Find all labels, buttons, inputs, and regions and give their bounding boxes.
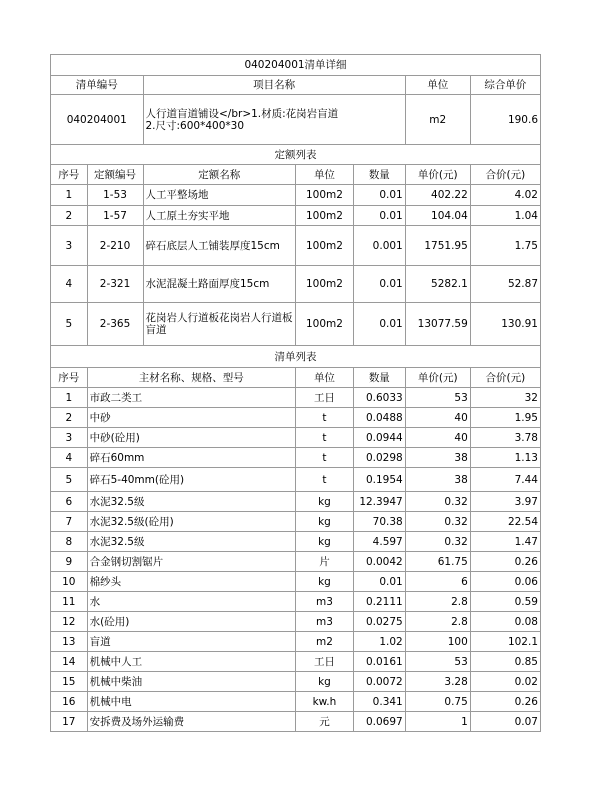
material-name: 盲道	[87, 632, 295, 652]
material-name: 水泥32.5级	[87, 492, 295, 512]
material-total: 0.02	[470, 672, 540, 692]
material-no: 10	[51, 572, 88, 592]
material-price: 0.75	[405, 692, 470, 712]
material-price: 2.8	[405, 612, 470, 632]
material-row	[51, 692, 541, 712]
quota-no: 3	[51, 226, 88, 266]
quota-header-total: 合价(元)	[470, 165, 540, 185]
quota-row	[51, 266, 541, 303]
material-no: 8	[51, 532, 88, 552]
material-total: 32	[470, 388, 540, 408]
material-unit: kg	[295, 672, 353, 692]
quota-unit: 100m2	[295, 303, 353, 346]
material-price: 0.32	[405, 532, 470, 552]
quota-price: 104.04	[405, 206, 470, 226]
material-name: 碎石5-40mm(砼用)	[87, 468, 295, 492]
material-row	[51, 592, 541, 612]
quota-no: 2	[51, 206, 88, 226]
material-qty: 0.2111	[353, 592, 405, 612]
material-row	[51, 632, 541, 652]
material-unit: t	[295, 428, 353, 448]
material-qty: 0.0298	[353, 448, 405, 468]
material-no: 6	[51, 492, 88, 512]
material-unit: kw.h	[295, 692, 353, 712]
material-price: 40	[405, 408, 470, 428]
material-qty: 0.0042	[353, 552, 405, 572]
material-header-row	[51, 368, 541, 388]
material-row	[51, 572, 541, 592]
material-qty: 0.341	[353, 692, 405, 712]
table-body	[51, 55, 541, 732]
material-total: 3.78	[470, 428, 540, 448]
material-total: 102.1	[470, 632, 540, 652]
quota-name: 碎石底层人工铺装厚度15cm	[143, 226, 295, 266]
quota-header-row	[51, 165, 541, 185]
material-no: 5	[51, 468, 88, 492]
quota-unit: 100m2	[295, 266, 353, 303]
material-no: 1	[51, 388, 88, 408]
quota-header-qty: 数量	[353, 165, 405, 185]
material-unit: 片	[295, 552, 353, 572]
material-unit: m2	[295, 632, 353, 652]
material-qty: 4.597	[353, 532, 405, 552]
material-no: 17	[51, 712, 88, 732]
material-unit: kg	[295, 572, 353, 592]
material-section-row	[51, 346, 541, 368]
material-row	[51, 612, 541, 632]
quota-header-unit: 单位	[295, 165, 353, 185]
quota-price: 13077.59	[405, 303, 470, 346]
quota-section-row	[51, 145, 541, 165]
quota-code: 2-321	[87, 266, 143, 303]
list-item-code: 040204001	[51, 95, 144, 145]
material-total: 1.47	[470, 532, 540, 552]
material-unit: t	[295, 468, 353, 492]
material-total: 0.07	[470, 712, 540, 732]
material-name: 水泥32.5级	[87, 532, 295, 552]
quota-unit: 100m2	[295, 206, 353, 226]
material-total: 3.97	[470, 492, 540, 512]
quota-name: 花岗岩人行道板花岗岩人行道板盲道	[143, 303, 295, 346]
material-section-title: 清单列表	[51, 346, 541, 368]
material-unit: 工日	[295, 652, 353, 672]
material-no: 16	[51, 692, 88, 712]
quota-row	[51, 303, 541, 346]
list-code-header: 清单编号	[51, 76, 144, 95]
quota-header-name: 定额名称	[143, 165, 295, 185]
material-no: 2	[51, 408, 88, 428]
material-row	[51, 428, 541, 448]
material-name: 安拆费及场外运输费	[87, 712, 295, 732]
material-unit: t	[295, 408, 353, 428]
quota-name: 人工平整场地	[143, 185, 295, 206]
material-name: 中砂	[87, 408, 295, 428]
quota-price: 402.22	[405, 185, 470, 206]
quota-row	[51, 206, 541, 226]
material-total: 0.85	[470, 652, 540, 672]
list-item-name: 人行道盲道铺设</br>1.材质:花岗岩盲道 2.尺寸:600*400*30	[143, 95, 405, 145]
material-total: 0.26	[470, 552, 540, 572]
quota-price: 1751.95	[405, 226, 470, 266]
material-no: 4	[51, 448, 88, 468]
material-price: 38	[405, 448, 470, 468]
material-total: 7.44	[470, 468, 540, 492]
list-item-price: 190.6	[470, 95, 540, 145]
material-no: 15	[51, 672, 88, 692]
material-price: 3.28	[405, 672, 470, 692]
list-price-header: 综合单价	[470, 76, 540, 95]
material-qty: 0.0275	[353, 612, 405, 632]
quota-name: 人工原土夯实平地	[143, 206, 295, 226]
quota-qty: 0.01	[353, 266, 405, 303]
material-name: 中砂(砼用)	[87, 428, 295, 448]
title-row	[51, 55, 541, 76]
quota-header-price: 单价(元)	[405, 165, 470, 185]
material-unit: 元	[295, 712, 353, 732]
quota-code: 1-53	[87, 185, 143, 206]
material-unit: kg	[295, 532, 353, 552]
material-qty: 0.0161	[353, 652, 405, 672]
list-header-row	[51, 76, 541, 95]
material-row	[51, 468, 541, 492]
material-row	[51, 492, 541, 512]
material-price: 38	[405, 468, 470, 492]
material-header-no: 序号	[51, 368, 88, 388]
material-total: 0.08	[470, 612, 540, 632]
material-qty: 0.1954	[353, 468, 405, 492]
material-row	[51, 712, 541, 732]
material-no: 14	[51, 652, 88, 672]
material-unit: kg	[295, 512, 353, 532]
material-unit: 工日	[295, 388, 353, 408]
material-qty: 0.01	[353, 572, 405, 592]
quota-row	[51, 185, 541, 206]
quota-unit: 100m2	[295, 226, 353, 266]
material-name: 机械中电	[87, 692, 295, 712]
material-unit: m3	[295, 592, 353, 612]
material-name: 市政二类工	[87, 388, 295, 408]
material-price: 0.32	[405, 512, 470, 532]
material-header-price: 单价(元)	[405, 368, 470, 388]
material-row	[51, 652, 541, 672]
quota-qty: 0.01	[353, 185, 405, 206]
quota-no: 4	[51, 266, 88, 303]
material-price: 100	[405, 632, 470, 652]
quota-qty: 0.01	[353, 303, 405, 346]
material-name: 机械中柴油	[87, 672, 295, 692]
material-price: 0.32	[405, 492, 470, 512]
material-price: 61.75	[405, 552, 470, 572]
material-unit: kg	[295, 492, 353, 512]
quota-code: 2-365	[87, 303, 143, 346]
material-header-total: 合价(元)	[470, 368, 540, 388]
quota-header-code: 定额编号	[87, 165, 143, 185]
material-no: 11	[51, 592, 88, 612]
quota-name: 水泥混凝土路面厚度15cm	[143, 266, 295, 303]
quota-section-title: 定额列表	[51, 145, 541, 165]
quota-row	[51, 226, 541, 266]
quota-no: 1	[51, 185, 88, 206]
material-name: 水泥32.5级(砼用)	[87, 512, 295, 532]
material-name: 机械中人工	[87, 652, 295, 672]
quota-total: 52.87	[470, 266, 540, 303]
quota-code: 2-210	[87, 226, 143, 266]
quota-unit: 100m2	[295, 185, 353, 206]
material-price: 53	[405, 388, 470, 408]
material-qty: 0.0072	[353, 672, 405, 692]
material-total: 0.06	[470, 572, 540, 592]
material-total: 0.26	[470, 692, 540, 712]
quota-total: 1.04	[470, 206, 540, 226]
quota-qty: 0.001	[353, 226, 405, 266]
material-row	[51, 512, 541, 532]
material-header-qty: 数量	[353, 368, 405, 388]
material-qty: 0.0944	[353, 428, 405, 448]
quota-total: 1.75	[470, 226, 540, 266]
material-no: 9	[51, 552, 88, 572]
material-header-name: 主材名称、规格、型号	[87, 368, 295, 388]
material-qty: 0.0488	[353, 408, 405, 428]
quota-total: 4.02	[470, 185, 540, 206]
material-total: 1.95	[470, 408, 540, 428]
quota-no: 5	[51, 303, 88, 346]
list-item-row	[51, 95, 541, 145]
material-price: 53	[405, 652, 470, 672]
bill-detail-table	[50, 54, 541, 732]
material-qty: 1.02	[353, 632, 405, 652]
material-qty: 0.0697	[353, 712, 405, 732]
material-qty: 12.3947	[353, 492, 405, 512]
material-qty: 70.38	[353, 512, 405, 532]
material-name: 合金钢切割锯片	[87, 552, 295, 572]
material-total: 1.13	[470, 448, 540, 468]
material-row	[51, 408, 541, 428]
quota-total: 130.91	[470, 303, 540, 346]
material-no: 3	[51, 428, 88, 448]
list-item-unit: m2	[405, 95, 470, 145]
material-price: 1	[405, 712, 470, 732]
material-price: 2.8	[405, 592, 470, 612]
material-header-unit: 单位	[295, 368, 353, 388]
table-title: 040204001清单详细	[51, 55, 541, 76]
material-name: 棉纱头	[87, 572, 295, 592]
material-qty: 0.6033	[353, 388, 405, 408]
quota-header-no: 序号	[51, 165, 88, 185]
material-no: 13	[51, 632, 88, 652]
material-price: 6	[405, 572, 470, 592]
list-name-header: 项目名称	[143, 76, 405, 95]
material-total: 22.54	[470, 512, 540, 532]
material-total: 0.59	[470, 592, 540, 612]
material-row	[51, 672, 541, 692]
list-unit-header: 单位	[405, 76, 470, 95]
material-row	[51, 552, 541, 572]
quota-price: 5282.1	[405, 266, 470, 303]
quota-code: 1-57	[87, 206, 143, 226]
quota-qty: 0.01	[353, 206, 405, 226]
material-no: 12	[51, 612, 88, 632]
material-unit: t	[295, 448, 353, 468]
material-row	[51, 388, 541, 408]
material-name: 水	[87, 592, 295, 612]
material-name: 水(砼用)	[87, 612, 295, 632]
material-row	[51, 448, 541, 468]
material-name: 碎石60mm	[87, 448, 295, 468]
material-row	[51, 532, 541, 552]
material-price: 40	[405, 428, 470, 448]
material-unit: m3	[295, 612, 353, 632]
material-no: 7	[51, 512, 88, 532]
